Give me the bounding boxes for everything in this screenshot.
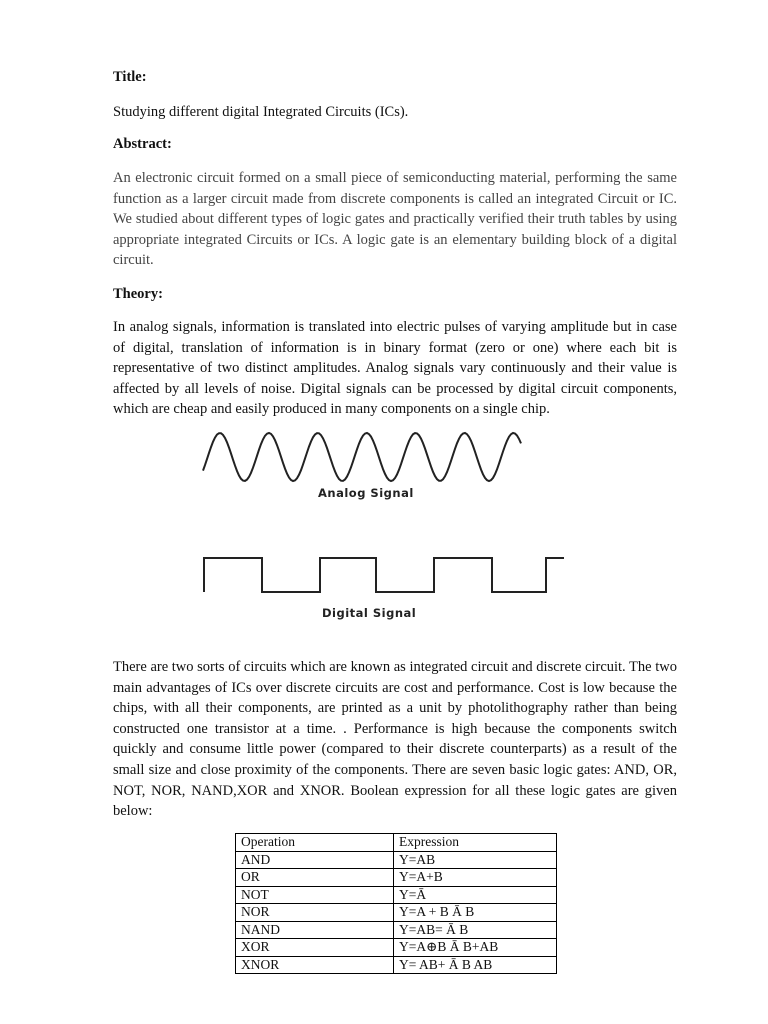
table-row bbox=[236, 956, 557, 974]
expression-cell: Y=AB bbox=[394, 851, 557, 869]
expression-cell: Y= AB+ Ā B AB bbox=[394, 956, 557, 974]
table-row bbox=[236, 939, 557, 957]
table-row bbox=[236, 904, 557, 922]
operation-cell: AND bbox=[236, 851, 394, 869]
digital-wave bbox=[200, 550, 570, 600]
table-row bbox=[236, 921, 557, 939]
table-row bbox=[236, 886, 557, 904]
expression-cell: Y=A+B bbox=[394, 869, 557, 887]
digital-signal-caption: Digital Signal bbox=[322, 606, 417, 620]
operation-cell: OR bbox=[236, 869, 394, 887]
operation-cell: NAND bbox=[236, 921, 394, 939]
theory-paragraph-2: There are two sorts of circuits which are known as integrated circuit and discrete circuit. The two main advantages of ICs over discrete circuits are cost and performance. Cost is low because the chips, with all their components, are printed as a unit by photolithography rather than being constructed one transistor at a time. . Performance is high because the components switch quickly and consume little power (compared to their discrete counterparts) as a result of the small size and close proximity of the components. There are seven basic logic gates: AND, OR, NOT, NOR, NAND,XOR and XNOR. Boolean expression for all these logic gates are given below: bbox=[113, 659, 677, 820]
analog-signal-caption: Analog Signal bbox=[318, 486, 414, 500]
abstract-heading: Abstract: bbox=[113, 136, 172, 152]
expression-cell: Y=A + B Ā B bbox=[394, 904, 557, 922]
operation-cell: XNOR bbox=[236, 956, 394, 974]
expression-cell: Y=A⊕B Ā B+AB bbox=[394, 939, 557, 957]
expression-cell: Y=AB= Ā B bbox=[394, 921, 557, 939]
abstract-text: An electronic circuit formed on a small piece of semiconducting material, performing the same function as a larger circuit made from discrete components is called an integrated Circuit or IC. We studied about different types of logic gates and practically verified their truth tables by using appropriate integrated Circuits or ICs. A logic gate is an elementary building block of a digital circuit. bbox=[113, 170, 677, 269]
digital-signal-figure bbox=[200, 550, 570, 600]
operation-cell: XOR bbox=[236, 939, 394, 957]
analog-signal-figure bbox=[200, 425, 525, 490]
table-row bbox=[236, 851, 557, 869]
analog-wave bbox=[200, 425, 525, 490]
theory-paragraph-1: In analog signals, information is translated into electric pulses of varying amplitude but in case of digital, translation of information is in binary format (zero or one) where each bit is representative of two distinct amplitudes. Analog signals vary continuously and their value is affected by all levels of noise. Digital signals can be processed by digital circuit components, which are cheap and easily produced in many components on a single chip. bbox=[113, 319, 677, 418]
table-header-row bbox=[236, 834, 557, 852]
title-text: Studying different digital Integrated Circuits (ICs). bbox=[113, 104, 409, 120]
theory-heading: Theory: bbox=[113, 286, 163, 302]
logic-expression-table bbox=[235, 833, 557, 974]
column-header-expression: Expression bbox=[394, 834, 557, 852]
column-header-operation: Operation bbox=[236, 834, 394, 852]
title-heading: Title: bbox=[113, 69, 147, 85]
operation-cell: NOR bbox=[236, 904, 394, 922]
table-row bbox=[236, 869, 557, 887]
operation-cell: NOT bbox=[236, 886, 394, 904]
expression-cell: Y=Ā bbox=[394, 886, 557, 904]
